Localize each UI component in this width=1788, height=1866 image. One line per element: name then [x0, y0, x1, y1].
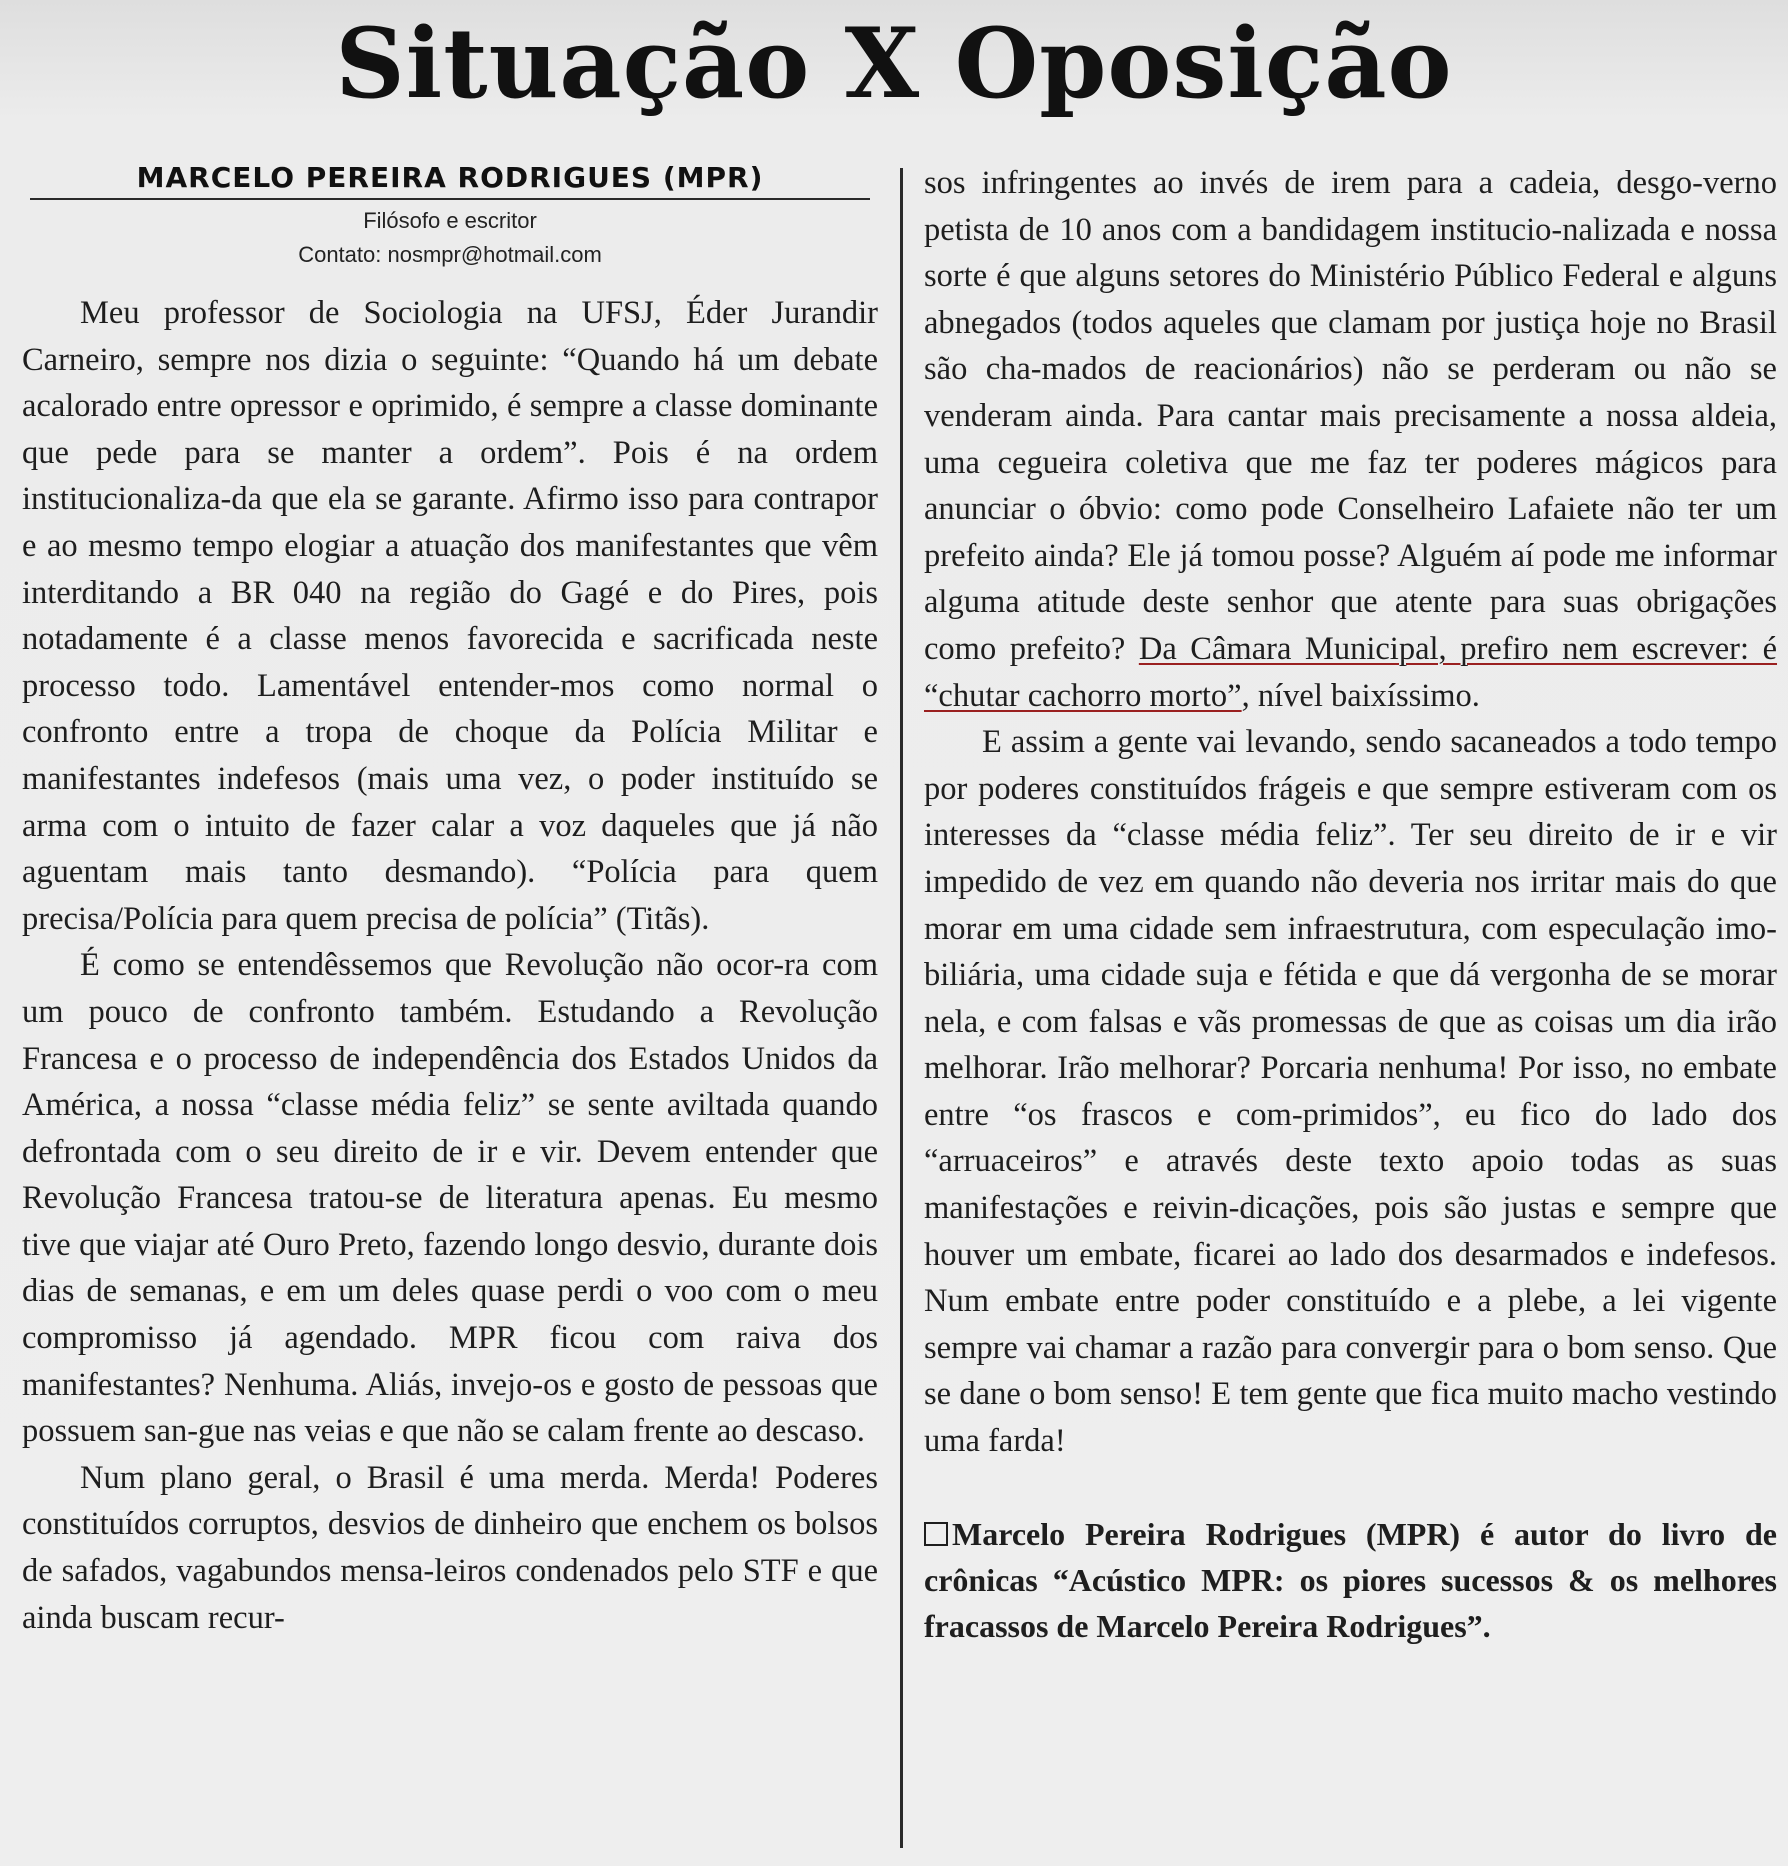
left-column — [22, 160, 878, 1641]
author-contact: Contato: nosmpr@hotmail.com — [298, 242, 602, 267]
author-bio-text: Marcelo Pereira Rodrigues (MPR) é autor do livro de crônicas “Acústico MPR: os piores sucessos & os melhores fracassos de Marcelo Pereira Rodrigues”. — [924, 1515, 1777, 1644]
paragraph-4: E assim a gente vai levando, sendo sacaneados a todo tempo por poderes constituídos frágeis e que sempre estiveram com os interesses da “classe média feliz”. Ter seu direito de ir e vir impedido de vez em quando não deveria nos irritar mais do que morar em uma cidade sem infraestrutura, com especulação imo-biliária, uma cidade suja e fétida e que dá vergonha de se morar nela, e com falsas e vãs promessas de que as coisas um dia irão melhorar. Irão melhorar? Porcaria nenhuma! Por isso, no embate entre “os frascos e com-primidos”, eu fico do lado dos “arruaceiros” e através deste texto apoio todas as suas manifestações e reivin-dicações, pois são justas e sempre que houver um embate, ficarei ao lado dos desarmados e indefesos. Num embate entre poder constituído e a plebe, a lei vigente sempre vai chamar a razão para convergir para o bom senso. Que se dane o bom senso! E tem gente que fica muito macho vestindo uma farda! — [924, 724, 1777, 1460]
paragraph-3: Num plano geral, o Brasil é uma merda. Merda! Poderes constituídos corruptos, desvios de dinheiro que enchem os bolsos de safados, vagabundos mensa-leiros condenados pelo STF e que ainda buscam recur- — [22, 1459, 878, 1636]
paragraph-3-continued — [924, 160, 1777, 719]
paragraph-3-tail: , nível baixíssimo. — [1241, 677, 1480, 714]
underlined-passage: Da Câmara Municipal, prefiro nem escrever: é “chutar cachorro morto” — [924, 630, 1778, 714]
author-bio — [924, 1511, 1777, 1649]
right-column — [924, 160, 1777, 1649]
column-divider — [900, 168, 903, 1848]
article-body-left — [22, 290, 878, 1641]
square-bullet-icon — [924, 1522, 948, 1546]
headline: Situação X Oposição — [335, 7, 1453, 120]
author-byline: MARCELO PEREIRA RODRIGUES (MPR) — [30, 160, 870, 200]
paragraph-1: Meu professor de Sociologia na UFSJ, Éder Jurandir Carneiro, sempre nos dizia o seguinte: “Quando há um debate acalorado entre opressor e oprimido, é sempre a classe dominante que pede para se manter a ordem”. Pois é na ordem institucionaliza-da que ela se garante. Afirmo isso para contrapor e ao mesmo tempo elogiar a atuação dos manifestantes que vêm interditando a BR 040 na região do Gagé e do Pires, pois notadamente é a classe menos favorecida e sacrificada neste processo todo. Lamentável entender-mos como normal o confronto entre a tropa de choque da Polícia Militar e manifestantes indefesos (mais uma vez, o poder instituído se arma com o intuito de fazer calar a voz daqueles que já não aguentam mais tanto desmando). “Polícia para quem precisa/Polícia para quem precisa de polícia” (Titãs). — [22, 295, 878, 937]
author-role: Filósofo e escritor — [363, 208, 537, 233]
paragraph-3-continued-text: sos infringentes ao invés de irem para a cadeia, desgo-verno petista de 10 anos com a bandidagem institucio-nalizada e nossa sorte é que alguns setores do Ministério Público Federal e alguns abnegados (todos aqueles que clamam por justiça hoje no Brasil são cha-mados de reacionários) não se perderam ou não se venderam ainda. Para cantar mais precisamente a nossa aldeia, uma cegueira coletiva que me faz ter poderes mágicos para anunciar o óbvio: como pode Conselheiro Lafaiete não ter um prefeito ainda? Ele já tomou posse? Alguém aí pode me informar alguma atitude deste senhor que atente para suas obrigações como prefeito? — [924, 165, 1777, 667]
paragraph-2: É como se entendêssemos que Revolução não ocor-ra com um pouco de confronto também. Estudando a Revolução Francesa e o processo de independência dos Estados Unidos da América, a nossa “classe média feliz” se sente aviltada quando defrontada com o seu direito de ir e vir. Devem entender que Revolução Francesa tratou-se de literatura apenas. Eu mesmo tive que viajar até Ouro Preto, fazendo longo desvio, durante dois dias de semanas, e em um deles quase perdi o voo com o meu compromisso já agendado. MPR ficou com raiva dos manifestantes? Nenhuma. Aliás, invejo-os e gosto de pessoas que possuem san-gue nas veias e que não se calam frente ao descaso. — [22, 947, 878, 1450]
